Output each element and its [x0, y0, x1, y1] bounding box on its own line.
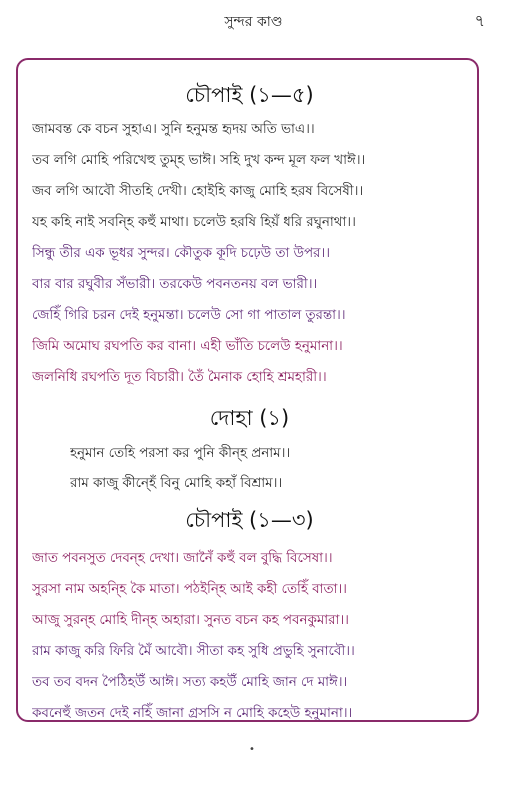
- section-heading-doha: দোহা (১): [209, 406, 290, 430]
- doha-block: [32, 439, 467, 499]
- verse-line: আজু সুরন্হ মোহি দীন্হ অহারা। সুনত বচন কহ পবনকুমারা।।: [32, 613, 349, 628]
- page-number: ৭: [474, 11, 485, 30]
- verse-line: বার বার রঘুবীর সঁভারী। তরকেউ পবনতনয় বল ভারী।।: [32, 277, 318, 292]
- section-heading-chaupai-1: চৌপাই (১—৫): [185, 83, 314, 107]
- section-heading-chaupai-2: চৌপাই (১—৩): [185, 508, 314, 532]
- verse-line: রাম কাজু করি ফিরি মৈঁ আবৌ। সীতা কহ সুধি প্রভুহি সুনাবৌ।।: [32, 644, 355, 659]
- verse-line: জব লগি আবৌ সীতহি দেখী। হোইহি কাজু মোহি হরষ বিসেষী।।: [32, 184, 364, 199]
- verse-line: জাত পবনসুত দেবন্হ দেখা। জানৈঁ কহুঁ বল বুদ্ধি বিসেষা।।: [32, 551, 333, 566]
- chaupai-block-1: [32, 114, 467, 393]
- doha-line: রাম কাজু কীন্হেঁ বিনু মোহি কহাঁ বিশ্রাম।।: [70, 476, 283, 491]
- verse-line: জিমি অমোঘ রঘপতি কর বানা। এহী ভাঁতি চলেউ হনুমানা।।: [32, 339, 343, 354]
- verse-line: জামবন্ত কে বচন সুহাএ। সুনি হনুমন্ত হৃদয় অতি ভাএ।।: [32, 122, 315, 137]
- verse-line: কবনেহুঁ জতন দেই নহিঁ জানা গ্রসসি ন মোহি কহেউ হনুমানা।।: [32, 706, 353, 721]
- verse-line: সিন্ধু তীর এক ভূধর সুন্দর। কৌতুক কূদি চঢ়েউ তা উপর।।: [32, 246, 330, 261]
- doha-line: হনুমান তেহি পরসা কর পুনি কীন্হ প্রনাম।।: [70, 446, 291, 461]
- chaupai-block-2: [32, 543, 467, 729]
- verse-frame: [16, 58, 479, 722]
- verse-line: সুরসা নাম অহন্হি কৈ মাতা। পঠইন্হি আই কহী তেহিঁ বাতা।।: [32, 582, 347, 597]
- verse-line: যহ কহি নাই সবন্হি কহুঁ মাথা। চলেউ হরষি হিয়ঁ ধরি রঘুনাথা।।: [32, 215, 356, 230]
- verse-line: তব তব বদন পৈঠিহউঁ আঈ। সত্য কহউঁ মোহি জান দে মাঈ।।: [32, 675, 348, 690]
- running-head-title: সুন্দর কাণ্ড: [224, 14, 283, 30]
- footer-mark: •: [249, 744, 255, 755]
- verse-line: জলনিধি রঘপতি দূত বিচারী। তৈঁ মৈনাক হোহি শ্রমহারী।।: [32, 370, 327, 385]
- verse-line: তব লগি মোহি পরিখেহু তুম্হ ভাঈ। সহি দুখ কন্দ মূল ফল খাঈ।।: [32, 153, 366, 168]
- verse-line: জেহিঁ গিরি চরন দেই হনুমন্তা। চলেউ সো গা পাতাল তুরন্তা।।: [32, 308, 346, 323]
